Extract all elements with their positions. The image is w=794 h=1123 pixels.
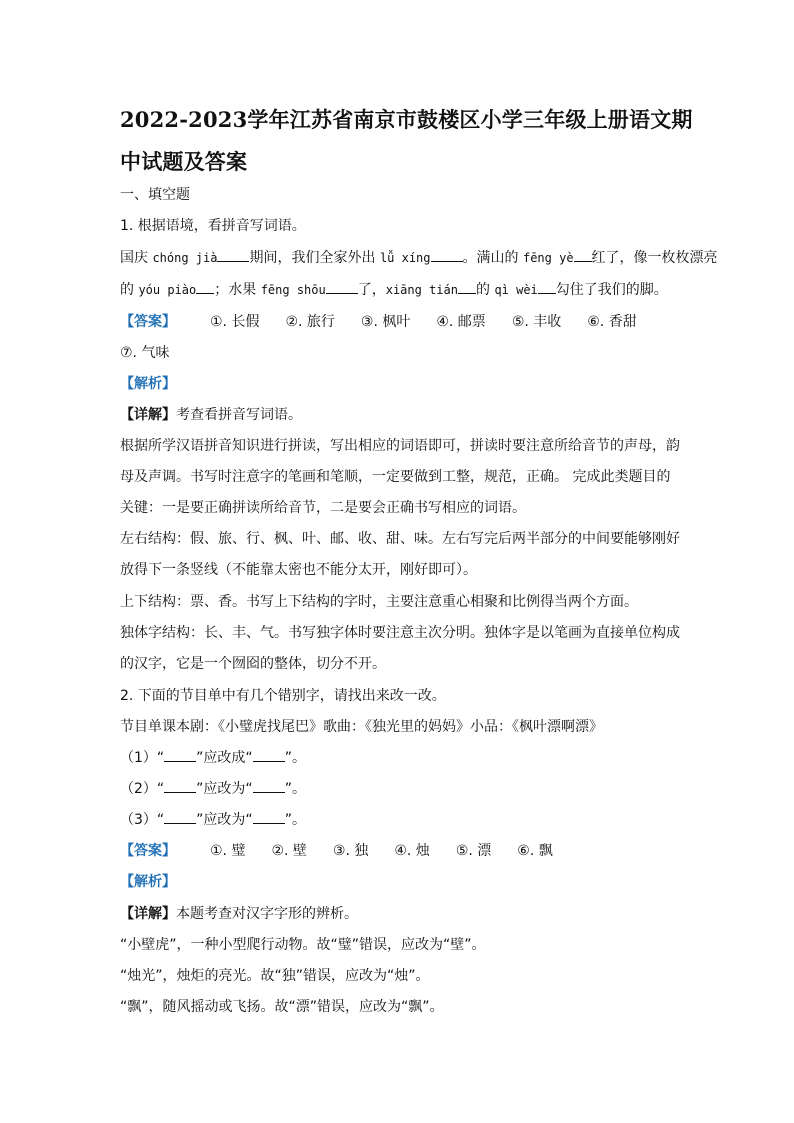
paragraph-line: 上下结构：票、香。书写上下结构的字时，主要注意重心相聚和比例得当两个方面。 — [120, 594, 638, 610]
answer-blank[interactable] — [538, 281, 556, 294]
q1-text: 红了，像一枚枚漂亮 — [591, 250, 718, 266]
answer-blank[interactable] — [164, 749, 196, 762]
answer-item: ③. 枫叶 — [360, 314, 411, 330]
paragraph-line: 母及声调。书写时注意字的笔画和笔顺，一定要做到工整，规范，正确。 完成此类题目的 — [120, 469, 671, 485]
q1-text: ；水果 — [214, 282, 261, 298]
page-title-line-2: 中试题及答案 — [120, 149, 248, 174]
analysis-tag: 【解析】 — [120, 376, 176, 392]
answer-blank[interactable] — [164, 811, 196, 824]
fill-text: ”应改为“ — [196, 781, 253, 797]
q1-text: 的 — [120, 282, 139, 298]
q1-text: 国庆 — [120, 250, 153, 266]
program-list: 节目单课本剧：《小璧虎找尾巴》歌曲：《独光里的妈妈》小品：《枫叶漂啊漂》 — [120, 719, 603, 735]
analysis-tag: 【解析】 — [120, 874, 176, 890]
fill-item-2 — [120, 780, 306, 798]
paragraph-line: 根据所学汉语拼音知识进行拼读，写出相应的词语即可，拼读时要注意所给音节的声母，韵 — [120, 438, 680, 454]
page-title-line-1: 2022-2023学年江苏省南京市鼓楼区小学三年级上册语文期 — [120, 107, 693, 132]
question-1-text-line-2 — [120, 281, 668, 299]
section-heading: 一、填空题 — [120, 187, 190, 203]
fill-text: （3）“ — [120, 812, 165, 828]
pinyin-1: chóng jià — [152, 251, 218, 265]
answer-item: ⑤. 丰收 — [511, 314, 562, 330]
answer-blank[interactable] — [196, 281, 214, 294]
paragraph-line: 关键：一是要正确拼读所给音节，二是要会正确书写相应的词语。 — [120, 500, 526, 516]
paragraph-line: 的汉字，它是一个囫囵的整体，切分不开。 — [120, 656, 386, 672]
answer-blank[interactable] — [253, 811, 285, 824]
answer-item: ④. 烛 — [394, 843, 430, 859]
question-2-answer-row — [120, 842, 553, 860]
q1-text: 期间，我们全家外出 — [249, 250, 380, 266]
answer-item: ⑥. 飘 — [517, 843, 553, 859]
answer-blank[interactable] — [458, 281, 476, 294]
answer-blank[interactable] — [217, 249, 249, 262]
paragraph-line: 独体字结构：长、丰、气。书写独字体时要注意主次分明。独体字是以笔画为直接单位构成 — [120, 625, 680, 641]
explanation-line: “飘”，随风摇动或飞扬。故“漂”错误，应改为“飘”。 — [120, 999, 444, 1015]
detail-text: 考查看拼音写词语。 — [176, 407, 302, 423]
question-1-answer-row — [120, 313, 637, 331]
detail-line — [120, 406, 302, 424]
paragraph-line: 左右结构：假、旅、行、枫、叶、邮、收、甜、味。左右写完后两半部分的中间要能够刚好 — [120, 531, 680, 547]
fill-text: ”应改为“ — [196, 812, 253, 828]
answer-item: ⑥. 香甜 — [587, 314, 637, 330]
answer-tag: 【答案】 — [120, 314, 176, 330]
answer-blank[interactable] — [253, 749, 285, 762]
q1-text: 的 — [475, 282, 495, 298]
fill-text: ”。 — [284, 812, 306, 828]
answer-item: ①. 长假 — [210, 314, 260, 330]
answer-item: ②. 旅行 — [285, 314, 335, 330]
detail-text: 本题考查对汉字字形的辨析。 — [176, 906, 358, 922]
answer-item: ④. 邮票 — [436, 314, 486, 330]
question-1-stem: 1. 根据语境，看拼音写词语。 — [120, 218, 306, 234]
pinyin-3: fēng yè — [522, 251, 574, 265]
explanation-line: “小壁虎”，一种小型爬行动物。故“璧”错误，应改为“壁”。 — [120, 937, 486, 953]
fill-text: （2）“ — [120, 781, 165, 797]
pinyin-7: qì wèi — [494, 283, 538, 297]
fill-item-1 — [120, 749, 306, 767]
pinyin-2: lǚ xíng — [379, 251, 431, 265]
q1-text: 。满山的 — [462, 250, 523, 266]
answer-item: ③. 独 — [332, 843, 369, 859]
q1-text: 了， — [357, 282, 386, 298]
detail-line — [120, 905, 358, 923]
answer-blank[interactable] — [253, 780, 285, 793]
q1-text: 勾住了我们的脚。 — [555, 282, 668, 298]
detail-tag: 【详解】 — [120, 906, 176, 922]
paragraph-line: 放得下一条竖线（不能靠太密也不能分太开，刚好即可）。 — [120, 562, 477, 578]
pinyin-6: xiāng tián — [385, 283, 458, 297]
explanation-line: “烛光”，烛炬的亮光。故“独”错误，应改为“烛”。 — [120, 968, 430, 984]
answer-blank[interactable] — [326, 281, 358, 294]
answer-item: ①. 璧 — [210, 843, 246, 859]
answer-item: ⑦. 气味 — [120, 345, 170, 361]
answer-tag: 【答案】 — [120, 843, 176, 859]
answer-item: ②. 壁 — [271, 843, 307, 859]
pinyin-5: fēng shōu — [260, 283, 326, 297]
detail-tag: 【详解】 — [120, 407, 176, 423]
fill-text: ”。 — [284, 781, 306, 797]
question-2-stem: 2. 下面的节目单中有几个错别字，请找出来改一改。 — [120, 688, 446, 704]
answer-blank[interactable] — [431, 249, 463, 262]
answer-blank[interactable] — [164, 780, 196, 793]
pinyin-4: yóu piào — [138, 283, 197, 297]
question-1-text-line-1 — [120, 249, 718, 267]
fill-item-3 — [120, 811, 306, 829]
fill-text: ”。 — [284, 750, 306, 766]
fill-text: （1）“ — [120, 750, 165, 766]
fill-text: ”应改成“ — [196, 750, 253, 766]
answer-blank[interactable] — [574, 249, 592, 262]
answer-item: ⑤. 漂 — [455, 843, 492, 859]
